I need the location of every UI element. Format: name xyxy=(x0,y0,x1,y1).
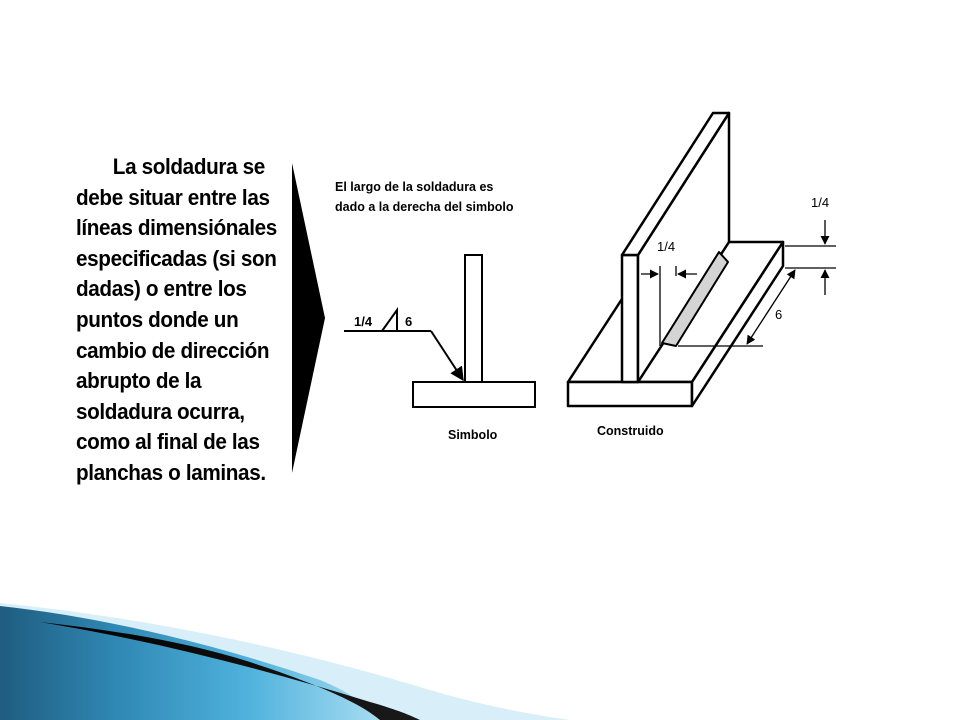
body-text-line: puntos donde un xyxy=(76,306,239,332)
body-text-line: dadas) o entre los xyxy=(76,276,247,302)
body-text-line: cambio de dirección xyxy=(76,337,270,363)
body-text-line: abrupto de la xyxy=(76,368,202,394)
symbol-base-plate xyxy=(413,382,535,407)
dim-leg-label: 1/4 xyxy=(657,239,676,254)
symbol-vertical-plate xyxy=(465,255,482,382)
body-text-line: como al final de las xyxy=(76,429,260,455)
diagram-caption-line-1: El largo de la soldadura es xyxy=(335,180,494,194)
body-text-line: líneas dimensiónales xyxy=(76,215,277,241)
dim-thickness-label: 1/4 xyxy=(811,195,830,210)
symbol-size-value: 1/4 xyxy=(354,314,373,329)
symbol-label: Simbolo xyxy=(448,428,498,442)
chevron-arrow-icon xyxy=(292,163,325,473)
fillet-weld-symbol-icon xyxy=(382,310,397,331)
vertical-plate-face xyxy=(622,255,638,382)
body-text-line: La soldadura se xyxy=(112,154,265,179)
symbol-length-value: 6 xyxy=(405,314,413,329)
body-text-line: soldadura ocurra, xyxy=(76,398,245,424)
weld-symbol-drawing xyxy=(344,255,535,407)
body-text-line: especificadas (si son xyxy=(76,245,277,271)
dim-length-label: 6 xyxy=(775,307,783,322)
base-plate-front xyxy=(568,382,692,406)
body-text-line: planchas o laminas. xyxy=(76,459,266,485)
constructed-weld-drawing xyxy=(568,113,783,406)
body-text-line: debe situar entre las xyxy=(76,184,270,210)
diagram-caption-line-2: dado a la derecha del simbolo xyxy=(335,200,514,214)
symbol-arrow-leader xyxy=(431,331,463,380)
constructed-label: Construido xyxy=(597,424,664,438)
